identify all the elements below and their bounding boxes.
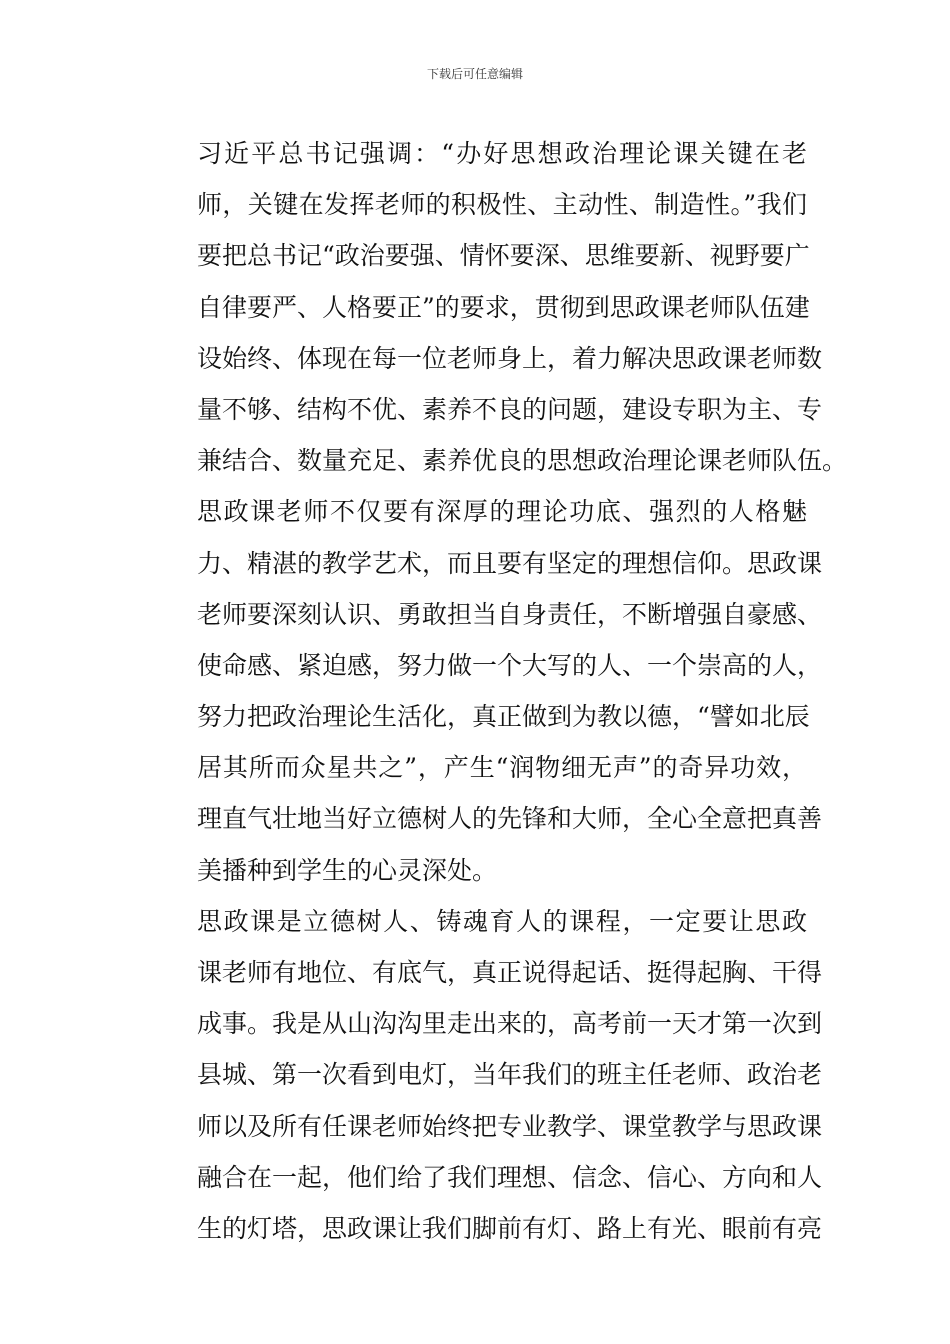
text-line: 量不够、结构不优、素养不良的问题，建设专职为主、专 — [197, 394, 823, 424]
header-note: 下载后可任意编辑 — [426, 67, 523, 81]
text-line: 要把总书记“政治要强、情怀要深、思维要新、视野要广 — [197, 241, 810, 271]
text-line: 美播种到学生的心灵深处。 — [197, 855, 498, 885]
text-line: 师，关键在发挥老师的积极性、主动性、制造性。”我们 — [197, 190, 807, 220]
text-line: 习近平总书记强调：“办好思想政治理论课关键在老 — [197, 139, 807, 168]
text-line: 师以及所有任课老师始终把专业教学、课堂教学与思政课 — [197, 1111, 823, 1141]
text-line: 县城、第一次看到电灯，当年我们的班主任老师、政治老 — [197, 1060, 823, 1090]
text-line: 自律要严、人格要正”的要求，贯彻到思政课老师队伍建 — [197, 292, 810, 322]
text-line: 使命感、紧迫感，努力做一个大写的人、一个崇高的人， — [197, 650, 823, 680]
text-line: 融合在一起，他们给了我们理想、信念、信心、方向和人 — [197, 1162, 823, 1192]
text-line: 力、精湛的教学艺术，而且要有坚定的理想信仰。思政课 — [197, 548, 823, 578]
text-line: 兼结合、数量充足、素养优良的思想政治理论课老师队伍。 — [197, 446, 848, 476]
text-line: 生的灯塔，思政课让我们脚前有灯、路上有光、眼前有亮 — [197, 1213, 823, 1243]
text-line: 理直气壮地当好立德树人的先锋和大师，全心全意把真善 — [197, 804, 823, 834]
text-line: 成事。我是从山沟沟里走出来的，高考前一天才第一次到 — [197, 1009, 823, 1039]
text-line: 思政课老师不仅要有深厚的理论功底、强烈的人格魅 — [197, 497, 807, 527]
paragraph-2 — [147, 486, 823, 896]
text-line: 老师要深刻认识、勇敢担当自身责任，不断增强自豪感、 — [197, 599, 823, 629]
paragraph-3 — [147, 896, 823, 1254]
text-line: 课老师有地位、有底气，真正说得起话、挺得起胸、干得 — [197, 958, 823, 987]
text-line: 设始终、体现在每一位老师身上，着力解决思政课老师数 — [197, 343, 823, 373]
paragraph-1 — [147, 128, 848, 486]
text-line: 思政课是立德树人、铸魂育人的课程，一定要让思政 — [197, 906, 807, 936]
document-body — [147, 128, 848, 1254]
text-line: 居其所而众星共之”，产生“润物细无声”的奇异功效， — [197, 753, 807, 783]
text-line: 努力把政治理论生活化，真正做到为教以德，“譬如北辰 — [197, 702, 810, 732]
